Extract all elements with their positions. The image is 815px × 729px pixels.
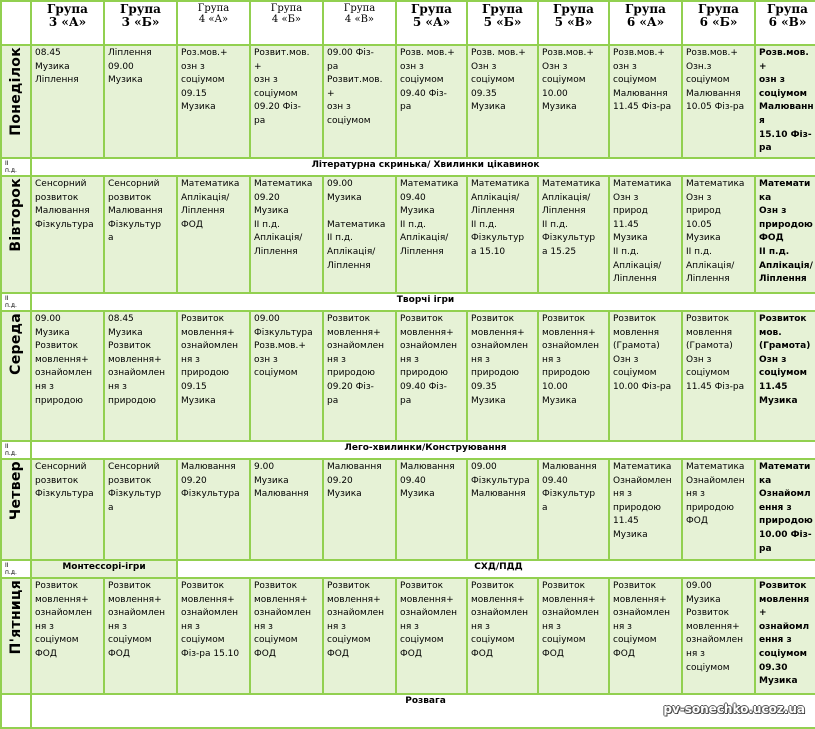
- group-header-6a: Група 6 «А»: [609, 1, 682, 45]
- schedule-cell: Розвиток мовлення + ознайомл ення з соціумом 09.30 Музика: [755, 578, 815, 694]
- schedule-cell: Розв. мов.+ Озн з соціумом 09.35 Музика: [467, 45, 538, 158]
- schedule-cell: 09.00 Фіз- ра Розвит.мов. + озн з соціумом: [323, 45, 396, 158]
- schedule-cell: Математика Аплікація/ Ліплення ІІ п.д. Фізкультур а 15.10: [467, 176, 538, 293]
- day-row-thursday: [1, 459, 815, 560]
- schedule-cell: Розвиток мовлення+ ознайомлен ня з природою 09.40 Фіз- ра: [396, 311, 467, 441]
- schedule-cell: Малювання 09.20 Фізкультура: [177, 459, 250, 560]
- schedule-cell: Роз.мов.+ озн з соціумом 09.15 Музика: [177, 45, 250, 158]
- schedule-cell: Розвиток мовлення+ ознайомлен ня з природою 09.15 Музика: [177, 311, 250, 441]
- day-label-friday: П'ятниця: [1, 578, 31, 694]
- day-label-tuesday: Вівторок: [1, 176, 31, 293]
- group-header-4v: Група 4 «В»: [323, 1, 396, 45]
- group-header-5b: Група 5 «Б»: [467, 1, 538, 45]
- schedule-cell: 09.00 Музика Розвиток мовлення+ ознайомлен ня з природою: [31, 311, 104, 441]
- schedule-cell: Малювання 09.40 Музика: [396, 459, 467, 560]
- afternoon-sub-label-empty: [1, 694, 31, 728]
- group-header-6v: Група 6 «В»: [755, 1, 815, 45]
- schedule-cell: Розвиток мовлення+ ознайомлен ня з соціумом ФОД: [31, 578, 104, 694]
- afternoon-row-tuesday: [1, 293, 815, 311]
- corner-cell: [1, 1, 31, 45]
- schedule-cell: Математика 09.40 Музика ІІ п.д. Аплікація/ Ліплення: [396, 176, 467, 293]
- group-header-4a: Група 4 «А»: [177, 1, 250, 45]
- group-header-5a: Група 5 «А»: [396, 1, 467, 45]
- schedule-cell: 08.45 Музика Розвиток мовлення+ ознайомлен ня з природою: [104, 311, 177, 441]
- schedule-cell: Математика Аплікація/ Ліплення ІІ п.д. Фізкультур а 15.25: [538, 176, 609, 293]
- schedule-cell: 09.00 Музика Математика ІІ п.д. Аплікація/ Ліплення: [323, 176, 396, 293]
- schedule-cell: 09.00 Фізкультура Розв.мов.+ озн з соціумом: [250, 311, 323, 441]
- schedule-cell: Розвиток мовлення+ ознайомлен ня з природою 09.35 Музика: [467, 311, 538, 441]
- schedule-cell: Математика Озн з природ 11.45 Музика ІІ п.д. Аплікація/ Ліплення: [609, 176, 682, 293]
- schedule-cell: Розвиток мовлення+ ознайомлен ня з природою 09.20 Фіз- ра: [323, 311, 396, 441]
- afternoon-row-thursday: [1, 560, 815, 578]
- schedule-cell: Розвиток мовлення+ ознайомлен ня з соціумом ФОД: [538, 578, 609, 694]
- schedule-cell: Сенсорний розвиток Малювання Фізкультура: [31, 176, 104, 293]
- afternoon-sub-label: ІІ п.д.: [1, 560, 31, 578]
- day-label-monday: Понеділок: [1, 45, 31, 158]
- afternoon-row-wednesday: [1, 441, 815, 459]
- schedule-cell: Сенсорний розвиток Фізкультура: [31, 459, 104, 560]
- schedule-cell: Розв.мов.+ Озн.з соціумом Малювання 10.05 Фіз-ра: [682, 45, 755, 158]
- schedule-cell: Розвиток мовлення+ ознайомлен ня з природою 10.00 Музика: [538, 311, 609, 441]
- schedule-cell: Розвиток мовлення+ ознайомлен ня з соціумом ФОД: [104, 578, 177, 694]
- schedule-cell: Ліплення 09.00 Музика: [104, 45, 177, 158]
- afternoon-sub-label: ІІ п.д.: [1, 158, 31, 176]
- schedule-cell: Розвиток мовлення+ ознайомлен ня з соціумом ФОД: [250, 578, 323, 694]
- afternoon-activity: Літературна скринька/ Хвилинки цікавинок: [31, 158, 815, 176]
- group-header-5v: Група 5 «В»: [538, 1, 609, 45]
- day-row-wednesday: [1, 311, 815, 441]
- group-header-4b: Група 4 «Б»: [250, 1, 323, 45]
- schedule-cell: Розвиток мовлення+ ознайомлен ня з соціумом Фіз-ра 15.10: [177, 578, 250, 694]
- day-row-tuesday: [1, 176, 815, 293]
- schedule-cell: 09.00 Музика Розвиток мовлення+ ознайомлен ня з соціумом: [682, 578, 755, 694]
- day-row-friday: [1, 578, 815, 694]
- day-row-monday: [1, 45, 815, 158]
- schedule-cell: Розв. мов.+ озн з соціумом 09.40 Фіз- ра: [396, 45, 467, 158]
- group-header-6b: Група 6 «Б»: [682, 1, 755, 45]
- schedule-cell: Сенсорний розвиток Малювання Фізкультур а: [104, 176, 177, 293]
- schedule-cell: Розвиток мовлення+ ознайомлен ня з соціумом ФОД: [609, 578, 682, 694]
- afternoon-activity: СХД/ПДД: [177, 560, 815, 578]
- schedule-cell: Малювання 09.20 Музика: [323, 459, 396, 560]
- schedule-cell: Розвиток мовлення+ ознайомлен ня з соціумом ФОД: [323, 578, 396, 694]
- schedule-cell: Розвит.мов. + озн з соціумом 09.20 Фіз- ра: [250, 45, 323, 158]
- afternoon-row-monday: [1, 158, 815, 176]
- schedule-cell: 08.45 Музика Ліплення: [31, 45, 104, 158]
- group-header-row: [1, 1, 815, 45]
- schedule-cell: Розв.мов. + озн з соціумом Малюванн я 15.10 Фіз- ра: [755, 45, 815, 158]
- schedule-cell: Розвиток мовлення (Грамота) Озн з соціумом 11.45 Фіз-ра: [682, 311, 755, 441]
- afternoon-sub-label: ІІ п.д.: [1, 293, 31, 311]
- afternoon-activity-left: Монтессорі-ігри: [31, 560, 177, 578]
- schedule-cell: Математика Аплікація/ Ліплення ФОД: [177, 176, 250, 293]
- afternoon-activity: Розвага: [31, 694, 815, 728]
- schedule-cell: 9.00 Музика Малювання: [250, 459, 323, 560]
- schedule-cell: Математика Ознайомлен ня з природою 11.45 Музика: [609, 459, 682, 560]
- group-header-3a: Група 3 «А»: [31, 1, 104, 45]
- schedule-cell: Математи ка Ознайомл ення з природою 10.00 Фіз- ра: [755, 459, 815, 560]
- day-label-wednesday: Середа: [1, 311, 31, 441]
- schedule-cell: Розвиток мовлення (Грамота) Озн з соціумом 10.00 Фіз-ра: [609, 311, 682, 441]
- schedule-cell: Математика 09.20 Музика ІІ п.д. Аплікація/ Ліплення: [250, 176, 323, 293]
- afternoon-activity: Лего-хвилинки/Конструювання: [31, 441, 815, 459]
- schedule-cell: Математи ка Озн з природою ФОД ІІ п.д. Аплікація/ Ліплення: [755, 176, 815, 293]
- schedule-cell: Розв.мов.+ озн з соціумом Малювання 11.45 Фіз-ра: [609, 45, 682, 158]
- schedule-cell: Малювання 09.40 Фізкультур а: [538, 459, 609, 560]
- day-label-thursday: Четвер: [1, 459, 31, 560]
- schedule-cell: Сенсорний розвиток Фізкультур а: [104, 459, 177, 560]
- schedule-cell: Розвиток мовлення+ ознайомлен ня з соціумом ФОД: [467, 578, 538, 694]
- schedule-cell: Розв.мов.+ Озн з соціумом 10.00 Музика: [538, 45, 609, 158]
- site-watermark: pv-sonechko.ucoz.ua: [663, 702, 805, 716]
- schedule-cell: Розвиток мовлення+ ознайомлен ня з соціумом ФОД: [396, 578, 467, 694]
- afternoon-activity: Творчі ігри: [31, 293, 815, 311]
- schedule-cell: 09.00 Фізкультура Малювання: [467, 459, 538, 560]
- schedule-cell: Математика Озн з природ 10.05 Музика ІІ п.д. Аплікація/ Ліплення: [682, 176, 755, 293]
- group-header-3b: Група 3 «Б»: [104, 1, 177, 45]
- schedule-cell: Математика Ознайомлен ня з природою ФОД: [682, 459, 755, 560]
- schedule-cell: Розвиток мов. (Грамота) Озн з соціумом 11.45 Музика: [755, 311, 815, 441]
- afternoon-sub-label: ІІ п.д.: [1, 441, 31, 459]
